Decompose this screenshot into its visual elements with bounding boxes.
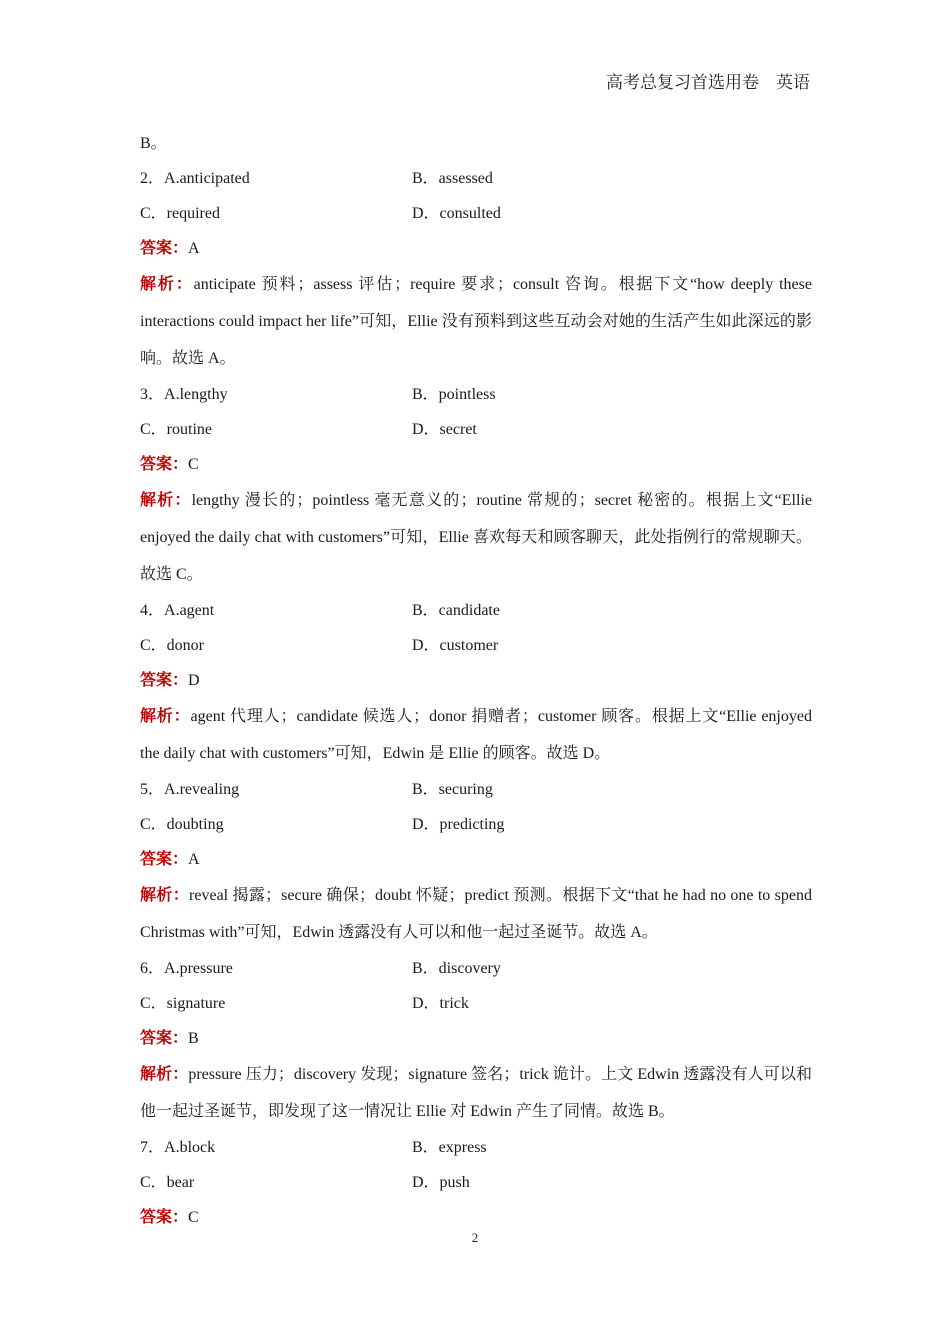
- option-a: 4．A.agent: [140, 602, 215, 619]
- answer-label: 答案：: [140, 672, 189, 689]
- question-number: 7．: [140, 1139, 165, 1156]
- options-row: [140, 593, 812, 628]
- question-number: 6．: [140, 960, 165, 977]
- option-d: D．push: [412, 1174, 470, 1191]
- explanation-text: reveal 揭露；secure 确保；doubt 怀疑；predict 预测。根据下文“that he had no one to spend Christmas with”可知，Edwin 透露没有人可以和他一起过圣诞节。故选 A。: [140, 887, 812, 941]
- answer-line: [140, 842, 812, 877]
- options-row: [140, 986, 812, 1021]
- option-c: C．donor: [140, 637, 205, 654]
- answer-value: B: [188, 1030, 199, 1047]
- option-c: C．bear: [140, 1174, 195, 1191]
- question-block: [140, 951, 812, 1130]
- options-row: [140, 951, 812, 986]
- explanation-label: 解析：: [140, 276, 194, 293]
- question-number: 4．: [140, 602, 165, 619]
- answer-value: C: [188, 1209, 199, 1226]
- options-row: [140, 196, 812, 231]
- option-b: B．discovery: [412, 960, 501, 977]
- question-number: 3．: [140, 386, 165, 403]
- answer-value: D: [188, 672, 200, 689]
- answer-value: A: [188, 851, 200, 868]
- option-d: D．consulted: [412, 205, 501, 222]
- option-b: B．securing: [412, 781, 493, 798]
- page-header: 高考总复习首选用卷 英语: [606, 73, 810, 92]
- option-b: B．pointless: [412, 386, 496, 403]
- explanation-text: lengthy 漫长的；pointless 毫无意义的；routine 常规的；secret 秘密的。根据上文“Ellie enjoyed the daily chat with customers”可知，Ellie 喜欢每天和顾客聊天，此处指例行的常规聊天。故选 C。: [140, 492, 812, 583]
- explanation-label: 解析：: [140, 1066, 189, 1083]
- options-row: [140, 628, 812, 663]
- question-number: 2．: [140, 170, 165, 187]
- options-row: [140, 161, 812, 196]
- option-c: C．signature: [140, 995, 226, 1012]
- explanation-text: anticipate 预料；assess 评估；require 要求；consult 咨询。根据下文“how deeply these interactions could impact her life”可知，Ellie 没有预料到这些互动会对她的生活产生如此深远的影响。故选 A。: [140, 276, 812, 367]
- page-number: 2: [471, 1230, 479, 1245]
- answer-label: 答案：: [140, 240, 189, 257]
- option-b: B．express: [412, 1139, 487, 1156]
- option-c: C．routine: [140, 421, 212, 438]
- option-a: 2．A.anticipated: [140, 170, 250, 187]
- options-row: [140, 1130, 812, 1165]
- options-row: [140, 412, 812, 447]
- options-row: [140, 772, 812, 807]
- explanation: [140, 266, 812, 377]
- answer-line: [140, 1021, 812, 1056]
- answer-value: C: [188, 456, 199, 473]
- option-a: 6．A.pressure: [140, 960, 233, 977]
- question-block: [140, 161, 812, 377]
- explanation: [140, 877, 812, 951]
- answer-label: 答案：: [140, 456, 189, 473]
- option-d: D．customer: [412, 637, 499, 654]
- option-b: B．assessed: [412, 170, 493, 187]
- question-block: [140, 772, 812, 951]
- explanation-label: 解析：: [140, 492, 192, 509]
- options-row: [140, 1165, 812, 1200]
- answer-value: A: [188, 240, 200, 257]
- answer-label: 答案：: [140, 1209, 189, 1226]
- explanation-text: agent 代理人；candidate 候选人；donor 捐赠者；customer 顾客。根据上文“Ellie enjoyed the daily chat with customers”可知，Edwin 是 Ellie 的顾客。故选 D。: [140, 708, 812, 762]
- explanation: [140, 482, 812, 593]
- question-block: [140, 593, 812, 772]
- option-d: D．trick: [412, 995, 469, 1012]
- explanation: [140, 1056, 812, 1130]
- option-c: C．doubting: [140, 816, 224, 833]
- answer-label: 答案：: [140, 1030, 189, 1047]
- options-row: [140, 807, 812, 842]
- option-a: 3．A.lengthy: [140, 386, 228, 403]
- options-row: [140, 377, 812, 412]
- explanation-label: 解析：: [140, 708, 191, 725]
- explanation-label: 解析：: [140, 887, 190, 904]
- option-a: 7．A.block: [140, 1139, 216, 1156]
- answer-line: [140, 447, 812, 482]
- explanation: [140, 698, 812, 772]
- option-d: D．secret: [412, 421, 477, 438]
- answer-line: [140, 231, 812, 266]
- option-d: D．predicting: [412, 816, 505, 833]
- option-a: 5．A.revealing: [140, 781, 240, 798]
- option-c: C．required: [140, 205, 220, 222]
- answer-label: 答案：: [140, 851, 189, 868]
- question-number: 5．: [140, 781, 165, 798]
- intro-text: B。: [140, 135, 167, 152]
- question-block: [140, 1130, 812, 1235]
- answer-line: [140, 663, 812, 698]
- document-body: [140, 126, 812, 1235]
- question-block: [140, 377, 812, 593]
- option-b: B．candidate: [412, 602, 500, 619]
- explanation-text: pressure 压力；discovery 发现；signature 签名；trick 诡计。上文 Edwin 透露没有人可以和他一起过圣诞节，即发现了这一情况让 Ellie 对 Edwin 产生了同情。故选 B。: [140, 1066, 812, 1120]
